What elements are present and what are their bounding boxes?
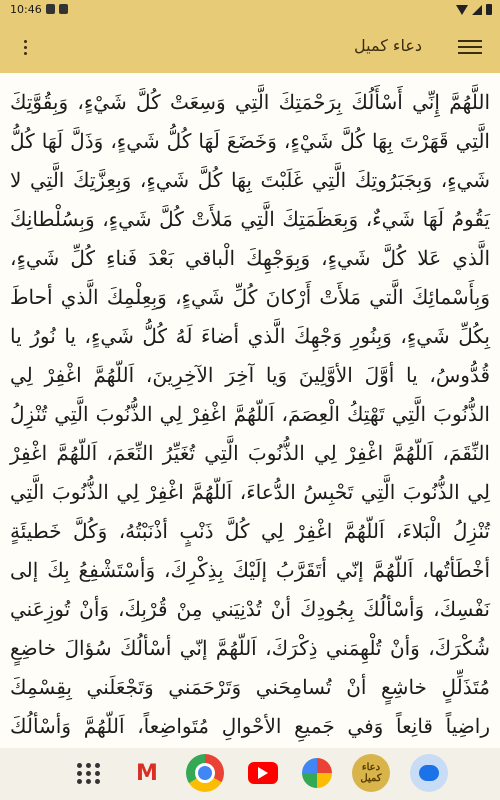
- chrome-app-icon[interactable]: [186, 754, 224, 792]
- youtube-app-icon[interactable]: [244, 754, 282, 792]
- prayer-content[interactable]: [0, 73, 500, 748]
- prayer-text: اللَّهُمَّ إِنِّي أَسْأَلُكَ بِرَحْمَتِكَ الَّتِي وَسِعَتْ كُلَّ شَيْءٍ، وَبِقُوَّتِكَ الَّتِي قَهَرْتَ بِهَا كُلَّ شَيْءٍ، وَخَضَعَ لَهَا كُلُّ شَيءٍ، وَذَلَّ لَهَا كُلُّ شَيءٍ، وَبِجَبَرُوتِكَ الَّتِي غَلَبْتَ بِهَا كُلَّ شَيءٍ، وَبِعِزَّتِكَ الَّتِي لا يَقُومُ لَهَا شَيءٌ، وَبِعَظَمَتِكَ الَّتِي مَلأَتْ كُلَّ شَيءٍ، وَبِسُلْطانِكَ الَّذي عَلا كُلَّ شَيءٍ، وَبِوَجْهِكَ الْباقي بَعْدَ فَناءِ كُلِّ شَيءٍ، وَبِأَسْمائِكَ الَّتي مَلأَتْ أَرْكانَ كُلِّ شَيءٍ، وَبِعِلْمِكَ الَّذي أحاطَ بِكُلِّ شَيءٍ، وَبِنُورِ وَجْهِكَ الَّذي أضاءَ لَهُ كُلُّ شَيءٍ، يا نُورُ يا قُدُّوسُ، يا أوَّلَ الأوَّلِينَ وَيا آخِرَ الآخِرِينَ، اَللّهُمَّ اغْفِرْ لِي الذُّنُوبَ الَّتِي تَهْتِكُ الْعِصَمَ، اَللّهُمَّ اغْفِرْ لِي الذُّنُوبَ الَّتِي تُنْزِلُ النِّقَمَ، اَللّهُمَّ اغْفِرْ لِي الذُّنُوبَ الَّتِي تُغَيِّرُ النِّعَمَ، اَللّهُمَّ اغْفِرْ لِي الذُّنُوبَ الَّتِي تَحْبِسُ الدُّعاءَ، اَللّهُمَّ اغْفِرْ لِي الذُّنُوبَ الَّتِي تُنْزِلُ الْبَلاءَ، اَللّهُمَّ اغْفِرْ لِي كُلَّ ذَنْبٍ أذْنَبْتُهُ، وَكُلَّ خَطيئَةٍ أخْطَأتُها، اَللّهُمَّ إنّي أتَقَرَّبُ إلَيْكَ بِذِكْرِكَ، وَأسْتَشْفِعُ بِكَ إلى نَفْسِكَ، وَأسْألُكَ بِجُودِكَ أنْ تُدْنِيَني مِنْ قُرْبِكَ، وَأنْ تُوزِعَني شُكْرَكَ، وَأنْ تُلْهِمَني ذِكْرَكَ، اَللّهُمَّ إنّي أسْألُكَ سُؤالَ خاضِعٍ مُتَذَلِّلٍ خاشِعٍ أنْ تُسامِحَني وَتَرْحَمَني وَتَجْعَلَني بِقِسْمِكَ راضِياً قانِعاً وَفي جَميعِ الأحْوالِ مُتَواضِعاً، اَللّهُمَّ وَأسْألُكَ: [10, 90, 490, 738]
- wifi-icon: [456, 5, 468, 15]
- notification-icons: [46, 4, 68, 14]
- status-bar: [0, 0, 500, 20]
- system-indicators: [456, 4, 492, 15]
- youtube-logo-icon: [248, 762, 278, 784]
- dua-kumayl-app-icon[interactable]: دعاء كميل: [352, 754, 390, 792]
- app-dock: [70, 754, 448, 792]
- more-vert-icon: [24, 40, 27, 55]
- hamburger-menu-button[interactable]: [458, 36, 482, 58]
- sim-card-icon: [46, 4, 55, 14]
- status-time: 10:46: [10, 3, 42, 16]
- signal-icon: [472, 5, 482, 15]
- app-drawer-button[interactable]: [70, 754, 108, 792]
- overflow-menu-button[interactable]: [10, 34, 40, 60]
- apps-grid-icon: [77, 763, 101, 784]
- messages-app-icon[interactable]: [410, 754, 448, 792]
- gmail-app-icon[interactable]: M: [136, 760, 158, 786]
- chat-bubble-icon: [419, 765, 439, 781]
- battery-icon: [486, 4, 492, 15]
- dock-bar: [0, 748, 500, 800]
- photos-app-icon[interactable]: [302, 758, 332, 788]
- menu-icon-bar: [458, 52, 482, 54]
- app-notification-icon: [59, 4, 68, 14]
- app-bar: [0, 20, 500, 73]
- menu-icon-bar: [458, 46, 482, 48]
- page-title: دعاء كميل: [354, 36, 422, 55]
- menu-icon-bar: [458, 40, 482, 42]
